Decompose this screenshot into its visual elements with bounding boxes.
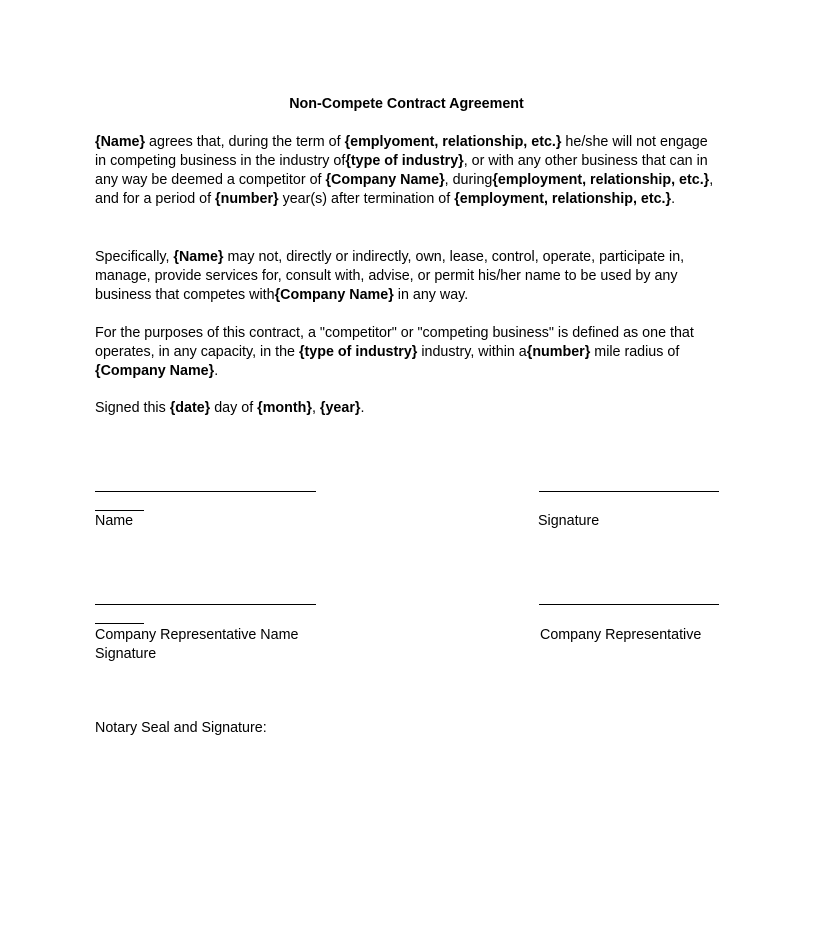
rep-signature-label-wrap: Signature bbox=[95, 646, 157, 662]
text-run: agrees that, during the term of bbox=[145, 134, 345, 150]
signature-label: Signature bbox=[538, 513, 600, 529]
text-run: he/she will not engage in competing business in the industry of bbox=[95, 134, 708, 169]
text-run: day of bbox=[210, 400, 258, 416]
paragraph-signed-date bbox=[95, 399, 720, 418]
placeholder-number: {number} bbox=[526, 344, 591, 360]
text-run: in any way. bbox=[393, 287, 469, 303]
placeholder-industry: {type of industry} bbox=[298, 344, 418, 360]
text-run: , during bbox=[444, 172, 493, 188]
text-run: mile radius of bbox=[590, 344, 680, 360]
placeholder-employment: {employment, relationship, etc.} bbox=[492, 172, 710, 188]
rep-name-label: Company Representative Name bbox=[95, 627, 299, 643]
text-run: . bbox=[671, 191, 676, 207]
placeholder-company: {Company Name} bbox=[325, 172, 445, 188]
name-signature-line bbox=[95, 491, 316, 492]
text-run: , and for a period of bbox=[95, 172, 714, 207]
text-run: For the purposes of this contract, a "competitor" or "competing business" is defined as one that operates, in any capacity, in the bbox=[95, 325, 694, 360]
name-signature-line-overflow bbox=[95, 510, 144, 511]
rep-name-signature-line-overflow bbox=[95, 623, 144, 624]
document-title: Non-Compete Contract Agreement bbox=[289, 96, 524, 112]
paragraph-definition bbox=[95, 324, 720, 381]
text-run: Specifically, bbox=[95, 249, 174, 265]
text-run: Signed this bbox=[95, 400, 170, 416]
placeholder-number: {number} bbox=[215, 191, 279, 207]
text-run: year(s) after termination of bbox=[278, 191, 455, 207]
placeholder-company: {Company Name} bbox=[274, 287, 394, 303]
placeholder-date: {date} bbox=[169, 400, 211, 416]
placeholder-name: {Name} bbox=[173, 249, 224, 265]
text-run: may not, directly or indirectly, own, lease, control, operate, participate in, manage, provide services for, consult with, advise, or permit his/her name to be used by any business that competes with bbox=[95, 249, 685, 303]
notary-label: Notary Seal and Signature: bbox=[95, 720, 267, 736]
placeholder-year: {year} bbox=[319, 400, 361, 416]
text-run: , bbox=[311, 400, 320, 416]
signature-line bbox=[539, 491, 719, 492]
rep-name-signature-line bbox=[95, 604, 316, 605]
name-label: Name bbox=[95, 513, 134, 529]
paragraph-restrictions bbox=[95, 248, 720, 305]
placeholder-industry: {type of industry} bbox=[345, 153, 464, 169]
rep-signature-line bbox=[539, 604, 719, 605]
text-run: . bbox=[214, 363, 219, 379]
text-run: , or with any other business that can in any way be deemed a competitor of bbox=[95, 153, 708, 188]
text-run: . bbox=[360, 400, 365, 416]
placeholder-month: {month} bbox=[257, 400, 312, 416]
placeholder-employment: {employment, relationship, etc.} bbox=[454, 191, 672, 207]
placeholder-term: {emplyoment, relationship, etc.} bbox=[344, 134, 562, 150]
rep-signature-label: Company Representative bbox=[540, 627, 702, 643]
paragraph-terms bbox=[95, 133, 720, 209]
placeholder-name: {Name} bbox=[95, 134, 146, 150]
text-run: industry, within a bbox=[417, 344, 527, 360]
placeholder-company: {Company Name} bbox=[95, 363, 215, 379]
